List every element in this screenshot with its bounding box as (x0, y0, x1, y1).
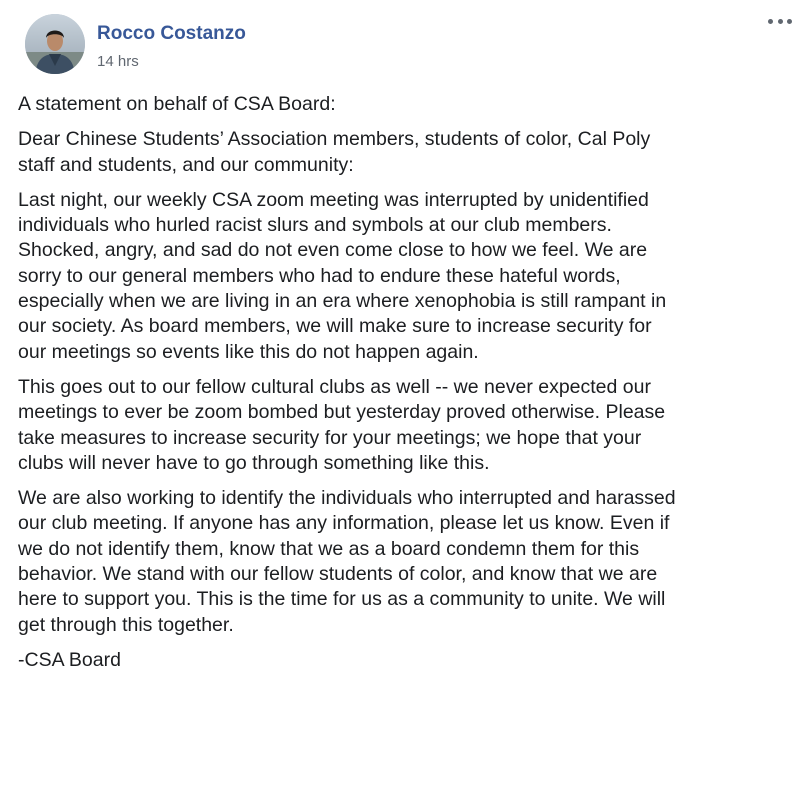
avatar[interactable] (25, 14, 85, 74)
more-horizontal-icon (768, 19, 773, 24)
more-options-button[interactable] (768, 14, 792, 28)
post-signature: -CSA Board (18, 648, 121, 671)
more-horizontal-icon (778, 19, 783, 24)
post-paragraph: This goes out to our fellow cultural clubs as well -- we never expected our meetings to ever be zoom bombed but yesterday proved otherwise. Please take measures to increase security for your meetings; we hope that your clubs will never have to go through something like this. (18, 375, 666, 474)
post-timestamp[interactable]: 14 hrs (97, 53, 139, 70)
post-header (25, 14, 246, 80)
post-paragraph: We are also working to identify the individuals who interrupted and harassed our club meeting. If anyone has any information, please let us know. Even if we do not identify them, know that we as a board condemn them for this behavior. We stand with our fellow students of color, and know that we are here to support you. This is the time for us as a community to unite. We will get through this together. (18, 487, 676, 636)
profile-photo-icon (25, 14, 85, 74)
post-paragraph: A statement on behalf of CSA Board: (18, 93, 336, 115)
author-block (97, 14, 246, 71)
author-name-link[interactable]: Rocco Costanzo (97, 23, 246, 44)
post-paragraph: Last night, our weekly CSA zoom meeting was interrupted by unidentified individuals who hurled racist slurs and symbols at our club members. Shocked, angry, and sad do not even come close to how we feel. We are sorry to our general members who had to endure these hateful words, especially when we are living in an era where xenophobia is still rampant in our society. As board members, we will make sure to increase security for our meetings so events like this do not happen again. (18, 188, 667, 363)
more-horizontal-icon (787, 19, 792, 24)
post-body (18, 92, 788, 683)
post-paragraph: Dear Chinese Students’ Association members, students of color, Cal Poly staff and students, and our community: (18, 128, 651, 176)
